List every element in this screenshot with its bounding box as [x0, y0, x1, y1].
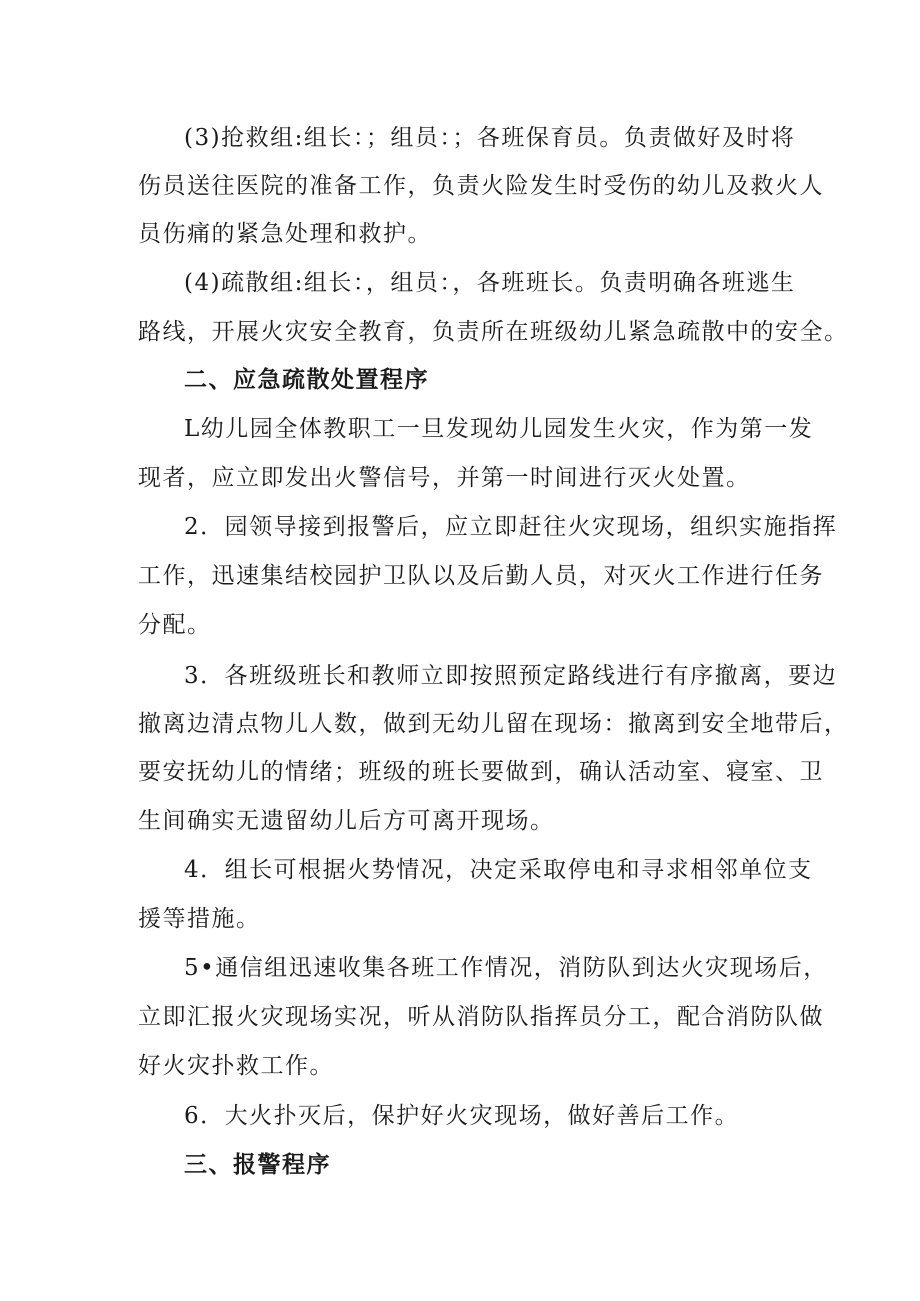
item-1-line-1: L幼儿园全体教职工一旦发现幼儿园发生火灾，作为第一发: [184, 416, 814, 442]
paragraph-rescue-group-line-3: 员伤痛的紧急处理和救护。: [138, 221, 432, 247]
item-3-line-2: 撤离边清点物儿人数，做到无幼儿留在现场：撤离到安全地带后，: [138, 711, 849, 737]
item-6-line-1: 6．大火扑灭后，保护好火灾现场，做好善后工作。: [184, 1103, 740, 1129]
item-5-line-3: 好火灾扑救工作。: [138, 1053, 334, 1079]
item-4-line-2: 援等措施。: [138, 906, 261, 932]
paragraph-rescue-group-line-2: 伤员送往医院的准备工作，负责火险发生时受伤的幼儿及救火人: [138, 173, 824, 199]
section-heading-emergency-evacuation: 二、应急疏散处置程序: [184, 367, 429, 393]
item-5-line-1: 5•通信组迅速收集各班工作情况，消防队到达火灾现场后，: [184, 955, 828, 981]
item-5-line-2: 立即汇报火灾现场实况，听从消防队指挥员分工，配合消防队做: [138, 1004, 824, 1030]
item-4-line-1: 4．组长可根据火势情况，决定采取停电和寻求相邻单位支: [184, 857, 813, 883]
paragraph-rescue-group-line-1: (3)抢救组:组长：；组员：；各班保育员。负责做好及时将: [184, 125, 796, 151]
section-heading-alarm-procedure: 三、报警程序: [184, 1152, 331, 1178]
item-2-line-1: 2．园领导接到报警后，应立即赶往火灾现场，组织实施指挥: [184, 514, 838, 540]
item-3-line-4: 生间确实无遗留幼儿后方可离开现场。: [138, 808, 555, 834]
item-2-line-2: 工作，迅速集结校园护卫队以及后勤人员，对灭火工作进行任务: [138, 563, 824, 589]
item-1-line-2: 现者，应立即发出火警信号，并第一时间进行灭火处置。: [138, 465, 751, 491]
paragraph-evacuation-group-line-1: (4)疏散组:组长：，组员：，各班班长。负责明确各班逃生: [184, 270, 796, 296]
paragraph-evacuation-group-line-2: 路线，开展火灾安全教育，负责所在班级幼儿紧急疏散中的安全。: [138, 319, 849, 345]
item-3-line-1: 3．各班级班长和教师立即按照预定路线进行有序撤离，要边: [184, 663, 838, 689]
item-2-line-3: 分配。: [138, 612, 212, 638]
item-3-line-3: 要安抚幼儿的情绪；班级的班长要做到，确认活动室、寝室、卫: [138, 759, 824, 785]
